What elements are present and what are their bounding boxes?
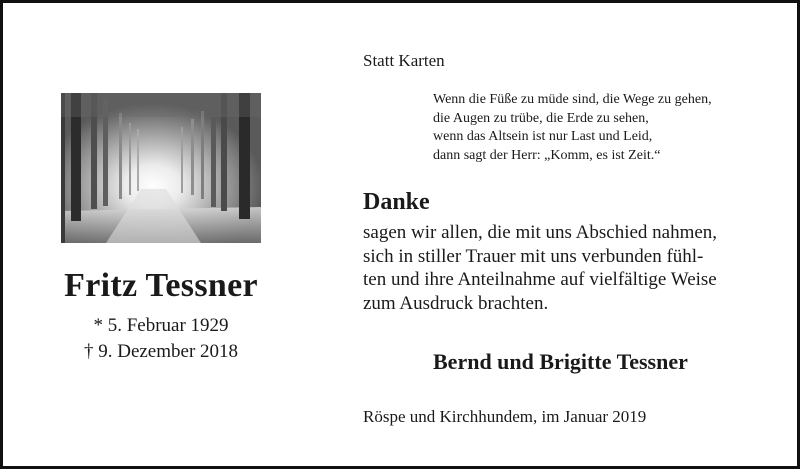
birth-date: * 5. Februar 1929	[93, 315, 229, 336]
intro-text: Statt Karten	[363, 51, 445, 70]
death-date: † 9. Dezember 2018	[83, 341, 239, 362]
poem-line: Wenn die Füße zu müde sind, die Wege zu gehen,	[433, 92, 712, 107]
thanks-text	[363, 221, 717, 315]
signers: Bernd und Brigitte Tessner	[433, 349, 688, 374]
deceased-name: Fritz Tessner	[64, 267, 258, 304]
thanks-heading: Danke	[363, 189, 430, 215]
poem-line: dann sagt der Herr: „Komm, es ist Zeit.“	[433, 147, 661, 163]
place-date: Röspe und Kirchhundem, im Januar 2019	[363, 407, 647, 426]
poem-line: wenn das Altsein ist nur Last und Leid,	[433, 129, 653, 144]
thanks-line: zum Ausdruck brachten.	[363, 292, 549, 314]
forest-path-photo	[61, 93, 261, 243]
thanks-line: ten und ihre Anteilnahme auf vielfältige Weise	[363, 269, 717, 290]
thanks-line: sich in stiller Trauer mit uns verbunden fühl-	[363, 245, 704, 267]
thanks-line: sagen wir allen, die mit uns Abschied nahmen,	[363, 222, 718, 243]
poem	[433, 91, 712, 165]
life-dates	[23, 313, 299, 365]
poem-line: die Augen zu trübe, die Erde zu sehen,	[433, 110, 649, 126]
